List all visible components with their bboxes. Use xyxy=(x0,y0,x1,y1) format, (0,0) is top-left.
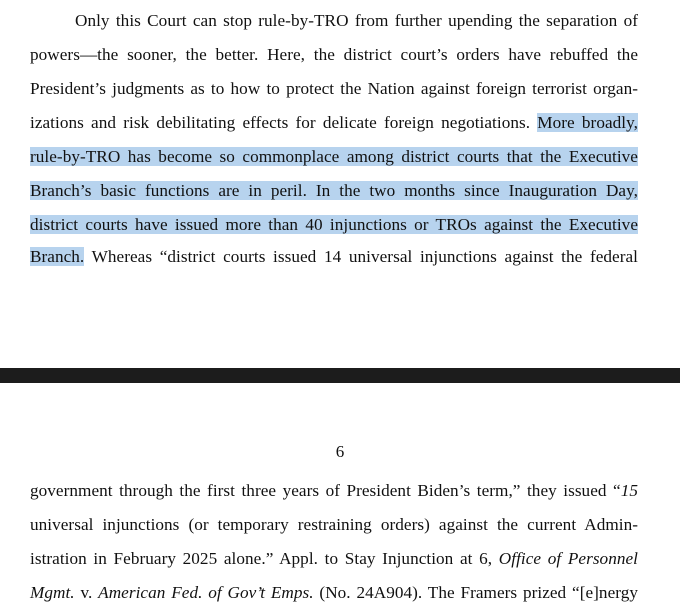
text-run: universal injunctions (or temporary restraining orders) against the current Admin- xyxy=(30,515,638,534)
italic-text: 15 xyxy=(620,481,638,500)
text-line xyxy=(75,10,638,32)
italic-text: Office of Personnel xyxy=(498,549,638,568)
text-line xyxy=(30,214,638,236)
text-line xyxy=(30,548,638,570)
text-run: Only this Court can stop rule-by-TRO from further upending the separation of xyxy=(75,11,638,30)
text-line xyxy=(30,514,638,536)
text-run: powers—the sooner, the better. Here, the district court’s orders have rebuffed the xyxy=(30,45,638,64)
text-line xyxy=(30,112,638,134)
highlighted-text[interactable]: More broadly, xyxy=(537,113,638,132)
text-line xyxy=(30,146,638,168)
italic-text: American Fed. of Gov’t Emps. xyxy=(98,583,314,602)
highlighted-text[interactable]: Branch’s basic functions are in peril. In the two months since Inauguration Day, xyxy=(30,181,638,200)
italic-text: Mgmt. xyxy=(30,583,75,602)
highlighted-text[interactable]: rule-by-TRO has become so commonplace among district courts that the Executive xyxy=(30,147,638,166)
text-run: istration in February 2025 alone.” xyxy=(30,549,274,568)
text-run: Whereas “district courts issued 14 universal injunctions against the federal xyxy=(84,247,638,266)
text-run: izations and risk debilitating effects for delicate foreign negotiations. xyxy=(30,113,538,132)
text-line xyxy=(30,480,638,502)
text-line xyxy=(30,44,638,66)
text-line xyxy=(30,246,638,268)
text-line xyxy=(30,582,638,604)
text-run: v. xyxy=(74,583,99,602)
text-run: government through the first three years of President Biden’s term,” they issued “ xyxy=(30,481,621,500)
highlighted-text[interactable]: district courts have issued more than 40 injunctions or TROs against the Executive xyxy=(30,215,638,234)
text-run: Appl. to Stay Injunction at 6, xyxy=(273,549,499,568)
text-run: (No. 24A904). The Framers prized “[e]nergy xyxy=(313,583,638,602)
document-page-bottom xyxy=(0,383,680,607)
highlighted-text[interactable]: Branch. xyxy=(30,247,85,266)
text-run: President’s judgments as to how to protect the Nation against foreign terrorist organ- xyxy=(30,79,638,98)
page-number: 6 xyxy=(335,442,345,461)
page-divider xyxy=(0,368,680,383)
text-line xyxy=(30,78,638,100)
text-line xyxy=(30,180,638,202)
